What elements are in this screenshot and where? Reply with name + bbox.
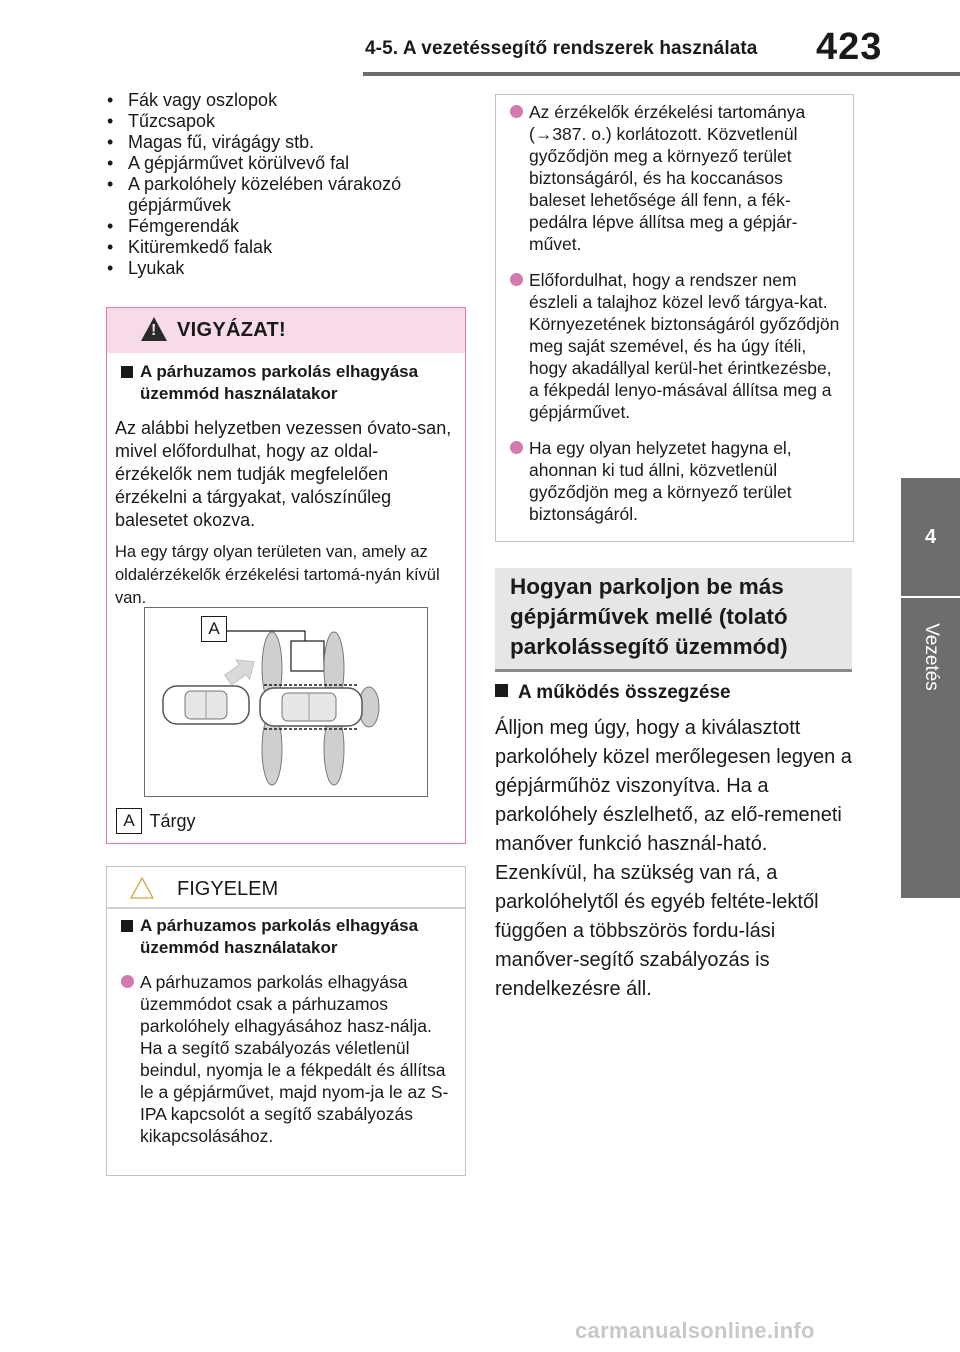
- notice-header: [107, 867, 465, 907]
- warning-header: [107, 308, 465, 353]
- body-text: Álljon meg úgy, hogy a kiválasztott parkolóhely közel merőlegesen legyen a gépjárműhöz viszonyítva. Ha a parkolóhely észlelhető, az elő-remeneti manőver funkció használ-ható. Ezenkívül, ha szükség van rá, a parkolóhelytől és egyéb feltéte-lektől függően a többszörös fordu-lási manőver-segítő szabályozás is rendelkezésre áll.: [495, 717, 852, 1000]
- list-item: • Lyukak: [106, 258, 461, 279]
- direction-arrow: [221, 652, 261, 690]
- section-heading: [495, 568, 852, 672]
- list-item: • A parkolóhely közelében várakozó gépjárművek: [106, 174, 461, 216]
- notice-box: [106, 866, 466, 1176]
- warning-paragraph-2: Ha egy tárgy olyan területen van, amely az oldalérzékelők érzékelési tartomá-nyán kívül van.: [115, 543, 440, 607]
- square-bullet-icon: [121, 366, 133, 378]
- legend-key: A: [116, 808, 142, 834]
- square-bullet-icon: [495, 684, 508, 697]
- list-item-text: Az érzékelők érzékelési tartománya (→387. o.) korlátozott. Közvetlenül győződjön meg a környező terület biztonságáról, és ha koccanásos baleset lehetősége áll fenn, a fék-pedálra lépve állítsa meg a gépjár-művet.: [529, 102, 806, 254]
- notice-item: [115, 971, 455, 1147]
- legend-text: Tárgy: [149, 810, 196, 831]
- chapter-tab-number: [901, 478, 960, 596]
- page-number: 423: [816, 26, 883, 68]
- chapter-tab-label: [901, 598, 960, 898]
- warning-heading-text: A párhuzamos parkolás elhagyása üzemmód használatakor: [140, 362, 419, 403]
- warning-triangle-icon: [141, 317, 167, 341]
- list-item: • A gépjárművet körülvevő fal: [106, 153, 461, 174]
- list-item: [504, 269, 841, 423]
- list-item: • Fák vagy oszlopok: [106, 90, 461, 111]
- object-bullet-list: [106, 90, 461, 279]
- parking-diagram: [144, 607, 428, 797]
- watermark: carmanualsonline.info: [575, 1318, 815, 1343]
- header-title: 4-5. A vezetéssegítő rendszerek használata: [365, 38, 758, 59]
- list-item: • Kitüremkedő falak: [106, 237, 461, 258]
- list-item: [504, 437, 841, 525]
- notice-heading-text: A párhuzamos parkolás elhagyása üzemmód használatakor: [140, 916, 419, 957]
- section-title: Hogyan parkoljon be más gépjárművek mellé (tolató parkolássegítő üzemmód): [510, 574, 788, 659]
- parking-diagram-illustration: [145, 608, 427, 796]
- list-item: • Fémgerendák: [106, 216, 461, 237]
- list-item: • Tűzcsapok: [106, 111, 461, 132]
- parked-car: [163, 686, 249, 724]
- warning-title: VIGYÁZAT!: [177, 319, 286, 341]
- list-item-text: Előfordulhat, hogy a rendszer nem észleli a talajhoz közel levő tárgya-kat. Környezetének biztonságáról győződjön meg saját szemével, és ha úgy ítéli, hogy akadállyal kerül-het érintkezésbe, a fékpedál lenyo-másával állítsa meg a gépjárművet.: [529, 270, 840, 422]
- warning-heading: [115, 361, 453, 405]
- notice-item-text: A párhuzamos parkolás elhagyása üzemmódot csak a párhuzamos parkolóhely elhagyásához hasz-nálja. Ha a segítő szabályozás véletlenül beindul, nyomja le a fékpedált és állítsa le a gépjárművet, majd nyom-ja le az S-IPA kapcsolót a segítő szabályozás kikapcsolásához.: [140, 972, 449, 1146]
- header-rule: [363, 72, 960, 76]
- notice-title: FIGYELEM: [177, 878, 279, 900]
- circle-bullet-icon: [121, 975, 134, 988]
- sub-heading: [495, 682, 731, 704]
- notice-heading: [115, 915, 455, 959]
- own-car: [260, 685, 362, 729]
- notice-triangle-icon: [130, 877, 154, 899]
- list-item: [504, 101, 841, 255]
- legend-row: [116, 808, 195, 834]
- diagram-label-a: A: [201, 616, 227, 642]
- list-item: • Magas fű, virágágy stb.: [106, 132, 461, 153]
- object-zone: [291, 641, 324, 671]
- right-caution-box: [495, 94, 854, 542]
- chapter-label: Vezetés: [920, 623, 942, 691]
- list-item-text: Ha egy olyan helyzetet hagyna el, ahonnan ki tud állni, közvetlenül győződjön meg a környező terület biztonságáról.: [529, 438, 792, 524]
- circle-bullet-icon: [510, 105, 523, 118]
- circle-bullet-icon: [510, 273, 523, 286]
- warning-paragraph-1: Az alábbi helyzetben vezessen óvato-san, mivel előfordulhat, hogy az oldal-érzékelők nem tudják megfelelően érzékelni a tárgyakat, valószínűleg balesetet okozva.: [115, 418, 452, 530]
- square-bullet-icon: [121, 920, 133, 932]
- sub-heading-text: A működés összegzése: [518, 682, 731, 703]
- circle-bullet-icon: [510, 441, 523, 454]
- chapter-number: 4: [924, 526, 937, 548]
